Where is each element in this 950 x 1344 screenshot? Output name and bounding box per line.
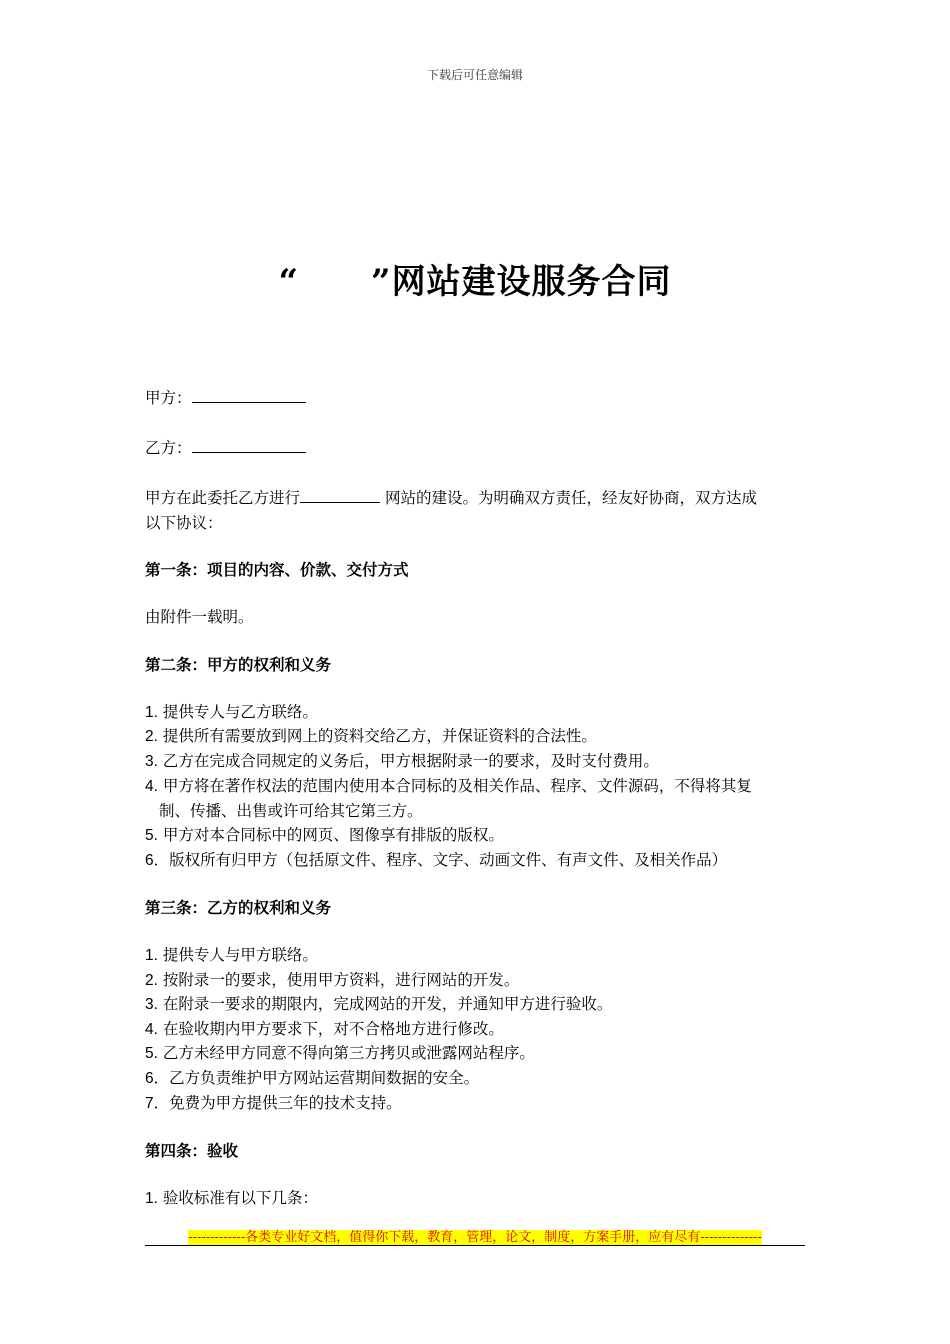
list-item: 4. 甲方将在著作权法的范围内使用本合同标的及相关作品、程序、文件源码，不得将其复 bbox=[145, 777, 752, 795]
party-a-label: 甲方： bbox=[145, 389, 192, 407]
list-item: 6．乙方负责维护甲方网站运营期间数据的安全。 bbox=[145, 1069, 480, 1087]
party-a-line bbox=[145, 386, 306, 408]
title-text: 网站建设服务合同 bbox=[391, 262, 672, 302]
page-header: 下载后可任意编辑 bbox=[426, 68, 523, 82]
intro-post: 网站的建设。为明确双方责任，经友好协商，双方达成 bbox=[380, 489, 757, 507]
footer-divider bbox=[145, 1245, 805, 1246]
party-a-blank[interactable] bbox=[192, 388, 306, 403]
list-item: 6．版权所有归甲方（包括原文件、程序、文字、动画文件、有声文件、及相关作品） bbox=[145, 851, 728, 869]
list-item: 4. 在验收期内甲方要求下，对不合格地方进行修改。 bbox=[145, 1020, 504, 1038]
party-b-line bbox=[145, 436, 306, 458]
website-name-blank[interactable] bbox=[300, 488, 380, 503]
list-item: 1. 验收标准有以下几条： bbox=[145, 1189, 318, 1207]
list-item: 5. 甲方对本合同标中的网页、图像享有排版的版权。 bbox=[145, 826, 504, 844]
title-open-quote: “ bbox=[278, 262, 299, 302]
list-item: 1. 提供专人与甲方联络。 bbox=[145, 946, 318, 964]
party-b-label: 乙方： bbox=[145, 439, 192, 457]
party-b-blank[interactable] bbox=[192, 438, 306, 453]
article-1-heading: 第一条：项目的内容、价款、交付方式 bbox=[145, 560, 409, 579]
title-close-quote: ” bbox=[371, 262, 392, 302]
article-4-heading: 第四条：验收 bbox=[145, 1141, 239, 1160]
intro-line-2: 以下协议： bbox=[145, 514, 223, 532]
intro-pre: 甲方在此委托乙方进行 bbox=[145, 489, 301, 507]
footer-banner bbox=[145, 1226, 805, 1245]
article-3-heading: 第三条：乙方的权利和义务 bbox=[145, 898, 332, 917]
list-item: 3. 乙方在完成合同规定的义务后，甲方根据附录一的要求，及时支付费用。 bbox=[145, 752, 659, 770]
intro-line-1 bbox=[145, 486, 757, 508]
list-item: 2. 提供所有需要放到网上的资料交给乙方，并保证资料的合法性。 bbox=[145, 727, 597, 745]
article-1-body: 由附件一载明。 bbox=[145, 608, 254, 626]
list-item: 5. 乙方未经甲方同意不得向第三方拷贝或泄露网站程序。 bbox=[145, 1044, 535, 1062]
list-item: 1. 提供专人与乙方联络。 bbox=[145, 703, 318, 721]
list-item: 3. 在附录一要求的期限内，完成网站的开发，并通知甲方进行验收。 bbox=[145, 995, 613, 1013]
document-title bbox=[0, 254, 950, 303]
footer-banner-text: -------------各类专业好文档，值得你下载，教育，管理，论文，制度，方案手册，应有尽有-------------- bbox=[188, 1230, 762, 1245]
list-item-continuation: 制、传播、出售或许可给其它第三方。 bbox=[159, 802, 423, 820]
article-2-heading: 第二条：甲方的权利和义务 bbox=[145, 655, 332, 674]
list-item: 7．免费为甲方提供三年的技术支持。 bbox=[145, 1094, 402, 1112]
list-item: 2. 按附录一的要求，使用甲方资料，进行网站的开发。 bbox=[145, 971, 520, 989]
